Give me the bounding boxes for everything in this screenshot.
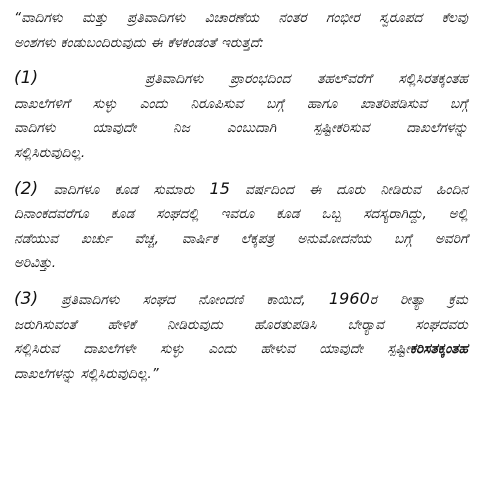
text-segment: ಪ್ರತಿವಾದಿಗಳು ಪ್ರಾರಂಭದಿಂದ ತಹಲ್‌ವರೆಗೆ ಸಲ್ಲಿಸಿರತಕ್ಕಂತಹ bbox=[145, 71, 468, 88]
text-segment: ಸಲ್ಲಿಸಿರುವ ದಾಖಲೆಗಳೇ ಸುಳ್ಳು ಎಂದು ಹೇಳುವ ಯಾವುದೇ ಸ್ಪಷ್ಟೀ bbox=[14, 341, 410, 358]
text-line: ಅರಿವಿತ್ತು. bbox=[14, 255, 57, 272]
point-1-paragraph bbox=[14, 66, 468, 165]
number-value: 1960 bbox=[328, 288, 370, 308]
point-marker: (2) bbox=[14, 178, 39, 199]
text-line bbox=[14, 337, 468, 362]
text-line: ವಾದಿಗಳು ಯಾವುದೇ ನಿಜ ಎಂಬುದಾಗಿ ಸ್ಪಷ್ಟೀಕರಿಸುವ ದಾಖಲೆಗಳನ್ನು bbox=[14, 120, 468, 137]
point-marker: (1) bbox=[14, 68, 39, 89]
text-line bbox=[14, 177, 468, 203]
text-line: ದಿನಾಂಕದವರೆಗೂ ಕೂಡ ಸಂಘದಲ್ಲಿ ಇವರೂ ಕೂಡ ಒಬ್ಬ ಸದಸ್ಯರಾಗಿದ್ದು, ಅಲ್ಲಿ bbox=[14, 206, 468, 223]
bold-text-segment: ಕರಿಸತಕ್ಕಂತಹ bbox=[409, 341, 468, 358]
point-2-paragraph bbox=[14, 177, 468, 276]
intro-paragraph bbox=[14, 6, 468, 55]
text-segment: ರ ರೀತ್ಯಾ ಕ್ರಮ bbox=[369, 291, 468, 308]
text-line: ಸಲ್ಲಿಸಿರುವುದಿಲ್ಲ. bbox=[14, 144, 86, 161]
text-line: “ವಾದಿಗಳು ಮತ್ತು ಪ್ರತಿವಾದಿಗಳು ವಿಚಾರಣೆಯ ನಂತರ ಗಂಭೀರ ಸ್ವರೂಪದ ಕೆಲವು bbox=[14, 10, 468, 26]
point-3-paragraph bbox=[14, 287, 468, 386]
text-segment: ವಾದಿಗಳೂ ಕೂಡ ಸುಮಾರು bbox=[53, 181, 210, 198]
number-value: 15 bbox=[209, 178, 230, 198]
text-line: ಅಂಶಗಳು ಕಂಡುಬಂದಿರುವುದು ಈ ಕೆಳಕಂಡಂತೆ ಇರುತ್ತದೆ: bbox=[14, 34, 264, 51]
text-line: ಜರುಗಿಸುವಂತೆ ಹೇಳಿಕೆ ನೀಡಿರುವುದು ಹೊರತುಪಡಿಸಿ ಬೇರ್‍ಯಾವ ಸಂಘದವರು bbox=[14, 316, 468, 333]
text-line bbox=[14, 66, 468, 92]
text-line bbox=[14, 287, 468, 313]
point-marker: (3) bbox=[14, 288, 39, 309]
text-segment: ವರ್ಷದಿಂದ ಈ ದೂರು ನೀಡಿರುವ ಹಿಂದಿನ bbox=[229, 181, 469, 198]
text-line: ದಾಖಲೆಗಳನ್ನು ಸಲ್ಲಿಸಿರುವುದಿಲ್ಲ.” bbox=[14, 365, 159, 382]
text-segment: ಪ್ರತಿವಾದಿಗಳು ಸಂಘದ ನೋಂದಣಿ ಕಾಯಿದೆ, bbox=[61, 291, 329, 308]
text-line: ದಾಖಲೆಗಳಿಗೆ ಸುಳ್ಳು ಎಂದು ನಿರೂಪಿಸುವ ಬಗ್ಗೆ ಹಾಗೂ ಖಾತರಿಪಡಿಸುವ ಬಗ್ಗೆ bbox=[14, 95, 468, 112]
text-line: ನಡೆಯುವ ಖರ್ಚು ವೆಚ್ಚ, ವಾರ್ಷಿಕ ಲೆಕ್ಕಪತ್ರ ಅನುಮೋದನೆಯ ಬಗ್ಗೆ ಅವರಿಗೆ bbox=[14, 230, 468, 247]
